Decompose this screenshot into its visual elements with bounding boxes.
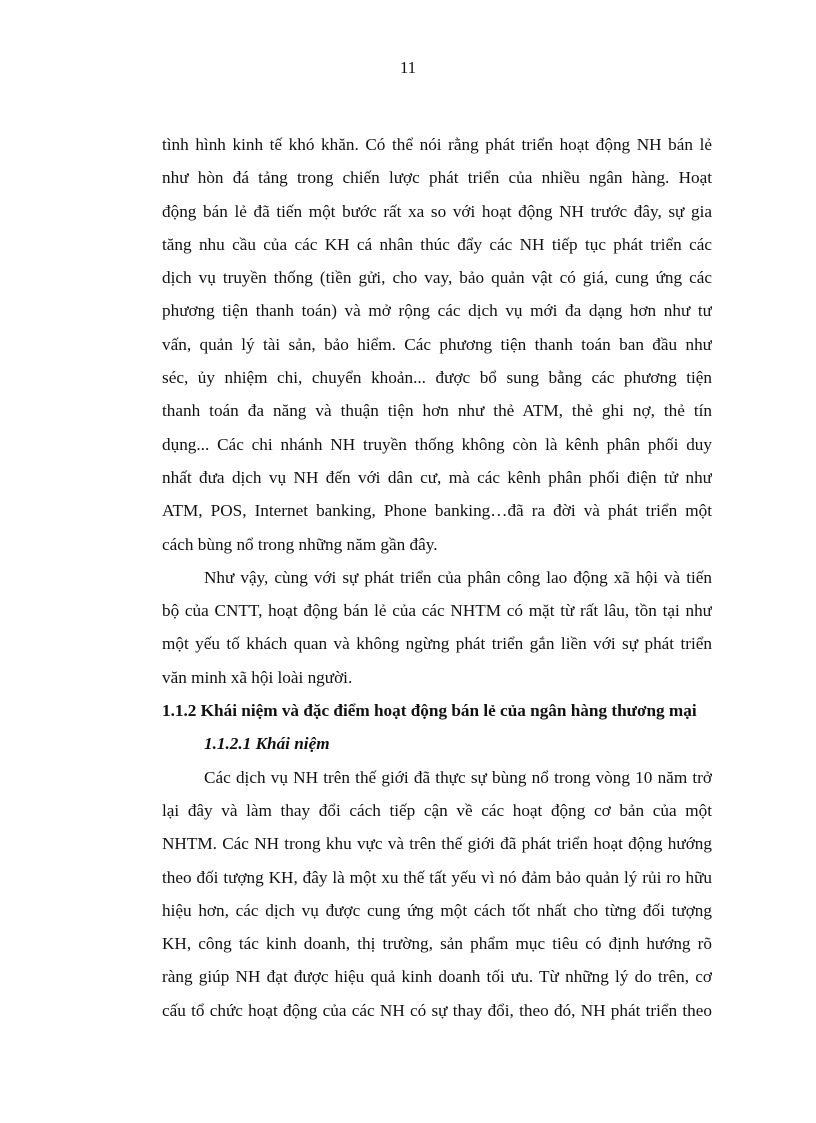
text-line: cấu tổ chức hoạt động của các NH có sự thay đổi, theo đó, NH phát triển theo [162,1000,712,1020]
text-line: bộ của CNTT, hoạt động bán lẻ của các NHTM có mặt từ rất lâu, tồn tại như [162,601,712,621]
text-line: Các dịch vụ NH trên thế giới đã thực sự bùng nổ trong vòng 10 năm trở [204,767,712,787]
section-heading: 1.1.2 Khái niệm và đặc điểm hoạt động bán lẻ của ngân hàng thương mại [162,701,697,721]
text-line: hiệu hơn, các dịch vụ được cung ứng một cách tốt nhất cho từng đối tượng [162,900,712,920]
text-line: một yếu tố khách quan và không ngừng phát triển gắn liền với sự phát triển [162,634,712,654]
page-body [162,128,712,1027]
text-line: vấn, quản lý tài sản, bảo hiểm. Các phương tiện thanh toán ban đầu như [162,334,712,354]
text-line: thanh toán đa năng và thuận tiện hơn như thẻ ATM, thẻ ghi nợ, thẻ tín [162,401,712,421]
text-line: phương tiện thanh toán) và mở rộng các dịch vụ mới đa dạng hơn như tư [162,301,712,321]
text-line: nhất đưa dịch vụ NH đến với dân cư, mà các kênh phân phối điện tử như [162,467,712,487]
text-line: như hòn đá tảng trong chiến lược phát triển của nhiều ngân hàng. Hoạt [162,168,712,188]
text-line: động bán lẻ đã tiến một bước rất xa so với hoạt động NH trước đây, sự gia [162,201,712,221]
text-line: dụng... Các chi nhánh NH truyền thống không còn là kênh phân phối duy [162,434,712,454]
text-line: séc, ủy nhiệm chi, chuyển khoản... được bổ sung bằng các phương tiện [162,368,712,388]
subsection-heading: 1.1.2.1 Khái niệm [204,734,330,754]
text-line: tăng nhu cầu của các KH cá nhân thúc đẩy các NH tiếp tục phát triển các [162,234,712,254]
text-line: Như vậy, cùng với sự phát triển của phân công lao động xã hội và tiến [204,567,712,587]
paragraph-2 [162,561,712,694]
page-number: 11 [399,58,417,77]
paragraph-1 [162,128,712,561]
paragraph-3 [162,761,712,1027]
text-line: ATM, POS, Internet banking, Phone banking…đã ra đời và phát triển một [162,501,712,521]
text-line: văn minh xã hội loài người. [162,667,353,687]
text-line: dịch vụ truyền thống (tiền gửi, cho vay, bảo quản vật có giá, cung ứng các [162,268,712,288]
text-line: NHTM. Các NH trong khu vực và trên thế giới đã phát triển hoạt động hướng [162,834,712,854]
text-line: cách bùng nổ trong những năm gần đây. [162,534,438,554]
text-line: ràng giúp NH đạt được hiệu quả kinh doanh tối ưu. Từ những lý do trên, cơ [162,967,712,987]
text-line: lại đây và làm thay đổi cách tiếp cận về các hoạt động cơ bản của một [162,800,712,820]
text-line: theo đối tượng KH, đây là một xu thế tất yếu vì nó đảm bảo quản lý rủi ro hữu [162,867,712,887]
text-line: tình hình kinh tế khó khăn. Có thể nói rằng phát triển hoạt động NH bán lẻ [162,135,712,154]
text-line: KH, công tác kinh doanh, thị trường, sản phẩm mục tiêu có định hướng rõ [162,934,712,954]
